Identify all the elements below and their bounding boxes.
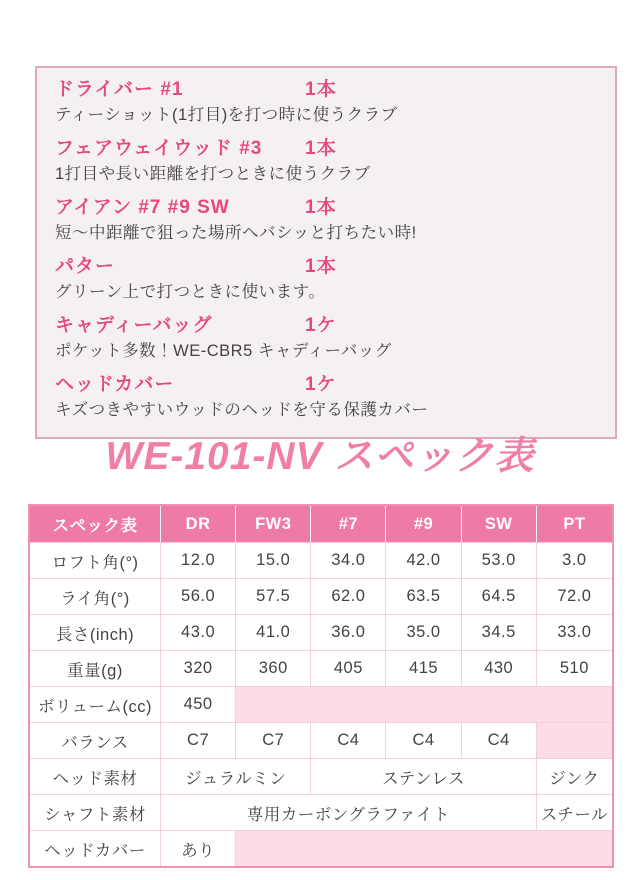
club-item-name: フェアウェイウッド #3 xyxy=(55,138,263,159)
spec-cell: C7 xyxy=(236,722,311,758)
club-item-description: キズつきやすいウッドのヘッドを守る保護カバー xyxy=(55,401,429,419)
club-item-count: 1本 xyxy=(305,79,337,100)
club-item-heading xyxy=(55,313,597,339)
spec-cell: 36.0 xyxy=(311,614,386,650)
spec-cell: 62.0 xyxy=(311,578,386,614)
club-item-heading xyxy=(55,254,597,280)
spec-cell: 405 xyxy=(311,650,386,686)
spec-cell: 430 xyxy=(462,650,537,686)
spec-cell: 360 xyxy=(236,650,311,686)
spec-table-title: WE-101-NV スペック表 xyxy=(105,435,535,478)
club-item-count: 1本 xyxy=(305,256,337,277)
spec-table xyxy=(28,504,614,868)
club-item-description: 1打目や長い距離を打つときに使うクラブ xyxy=(55,165,371,183)
spec-cell: C4 xyxy=(311,722,386,758)
club-item-heading xyxy=(55,195,597,221)
spec-cell: ジュラルミン xyxy=(161,758,311,794)
spec-cell xyxy=(236,686,612,722)
club-item xyxy=(55,313,597,363)
club-item-description: グリーン上で打つときに使います。 xyxy=(55,283,326,301)
spec-cell: 専用カーボングラファイト xyxy=(161,794,537,830)
spec-col-header: #7 xyxy=(311,506,386,542)
spec-cell: 12.0 xyxy=(161,542,236,578)
club-item xyxy=(55,77,597,127)
spec-cell: 320 xyxy=(161,650,236,686)
club-item xyxy=(55,195,597,245)
spec-row-label: バランス xyxy=(30,722,161,758)
spec-cell: 33.0 xyxy=(537,614,612,650)
spec-col-header: DR xyxy=(161,506,236,542)
table-row xyxy=(30,758,612,794)
table-row xyxy=(30,830,612,866)
table-row xyxy=(30,650,612,686)
club-item-count: 1本 xyxy=(305,138,337,159)
spec-cell xyxy=(236,830,612,866)
spec-row-label: 重量(g) xyxy=(30,650,161,686)
spec-cell: C7 xyxy=(161,722,236,758)
table-row xyxy=(30,542,612,578)
spec-cell: スチール xyxy=(537,794,612,830)
spec-col-header: PT xyxy=(537,506,612,542)
spec-table-body xyxy=(30,542,612,866)
spec-cell: 34.0 xyxy=(311,542,386,578)
table-row xyxy=(30,686,612,722)
club-item xyxy=(55,372,597,422)
club-item-heading xyxy=(55,372,597,398)
spec-cell: 415 xyxy=(386,650,461,686)
spec-col-header: #9 xyxy=(386,506,461,542)
club-item-count: 1本 xyxy=(305,197,337,218)
spec-row-label: 長さ(inch) xyxy=(30,614,161,650)
spec-col-header: FW3 xyxy=(236,506,311,542)
spec-cell: 64.5 xyxy=(462,578,537,614)
club-item-name: アイアン #7 #9 SW xyxy=(55,197,230,218)
club-item-count: 1ケ xyxy=(305,315,337,336)
club-item-description: ポケット多数！WE-CBR5 キャディーバッグ xyxy=(55,342,392,360)
spec-cell: 53.0 xyxy=(462,542,537,578)
club-item xyxy=(55,136,597,186)
club-item-name: ヘッドカバー xyxy=(55,374,175,395)
spec-col-header: SW xyxy=(462,506,537,542)
spec-cell: ステンレス xyxy=(311,758,536,794)
spec-cell: 35.0 xyxy=(386,614,461,650)
spec-cell: 15.0 xyxy=(236,542,311,578)
spec-cell: 72.0 xyxy=(537,578,612,614)
club-item-description: ティーショット(1打目)を打つ時に使うクラブ xyxy=(55,106,398,124)
club-item-name: キャディーバッグ xyxy=(55,315,213,336)
spec-cell: 34.5 xyxy=(462,614,537,650)
spec-cell: 57.5 xyxy=(236,578,311,614)
table-row xyxy=(30,722,612,758)
spec-cell: 56.0 xyxy=(161,578,236,614)
club-set-contents-box xyxy=(35,66,617,439)
club-item-heading xyxy=(55,77,597,103)
table-header-row xyxy=(30,506,612,542)
table-row xyxy=(30,578,612,614)
spec-cell: 43.0 xyxy=(161,614,236,650)
spec-cell: C4 xyxy=(386,722,461,758)
spec-row-label: シャフト素材 xyxy=(30,794,161,830)
spec-cell: あり xyxy=(161,830,236,866)
table-row xyxy=(30,614,612,650)
club-item-count: 1ケ xyxy=(305,374,337,395)
spec-row-label: ライ角(°) xyxy=(30,578,161,614)
spec-cell: 3.0 xyxy=(537,542,612,578)
club-item xyxy=(55,254,597,304)
spec-table-header xyxy=(30,506,612,542)
club-item-description: 短〜中距離で狙った場所へバシッと打ちたい時! xyxy=(55,224,417,242)
spec-col-header: スペック表 xyxy=(30,506,161,542)
spec-cell: 41.0 xyxy=(236,614,311,650)
spec-cell: 510 xyxy=(537,650,612,686)
club-item-heading xyxy=(55,136,597,162)
spec-cell xyxy=(537,722,612,758)
spec-cell: 63.5 xyxy=(386,578,461,614)
table-row xyxy=(30,794,612,830)
spec-row-label: ボリューム(cc) xyxy=(30,686,161,722)
spec-cell: ジンク xyxy=(537,758,612,794)
spec-row-label: ロフト角(°) xyxy=(30,542,161,578)
spec-cell: 42.0 xyxy=(386,542,461,578)
spec-cell: C4 xyxy=(462,722,537,758)
club-item-name: ドライバー #1 xyxy=(55,79,184,100)
spec-row-label: ヘッドカバー xyxy=(30,830,161,866)
spec-cell: 450 xyxy=(161,686,236,722)
spec-row-label: ヘッド素材 xyxy=(30,758,161,794)
club-item-name: パター xyxy=(55,256,116,277)
